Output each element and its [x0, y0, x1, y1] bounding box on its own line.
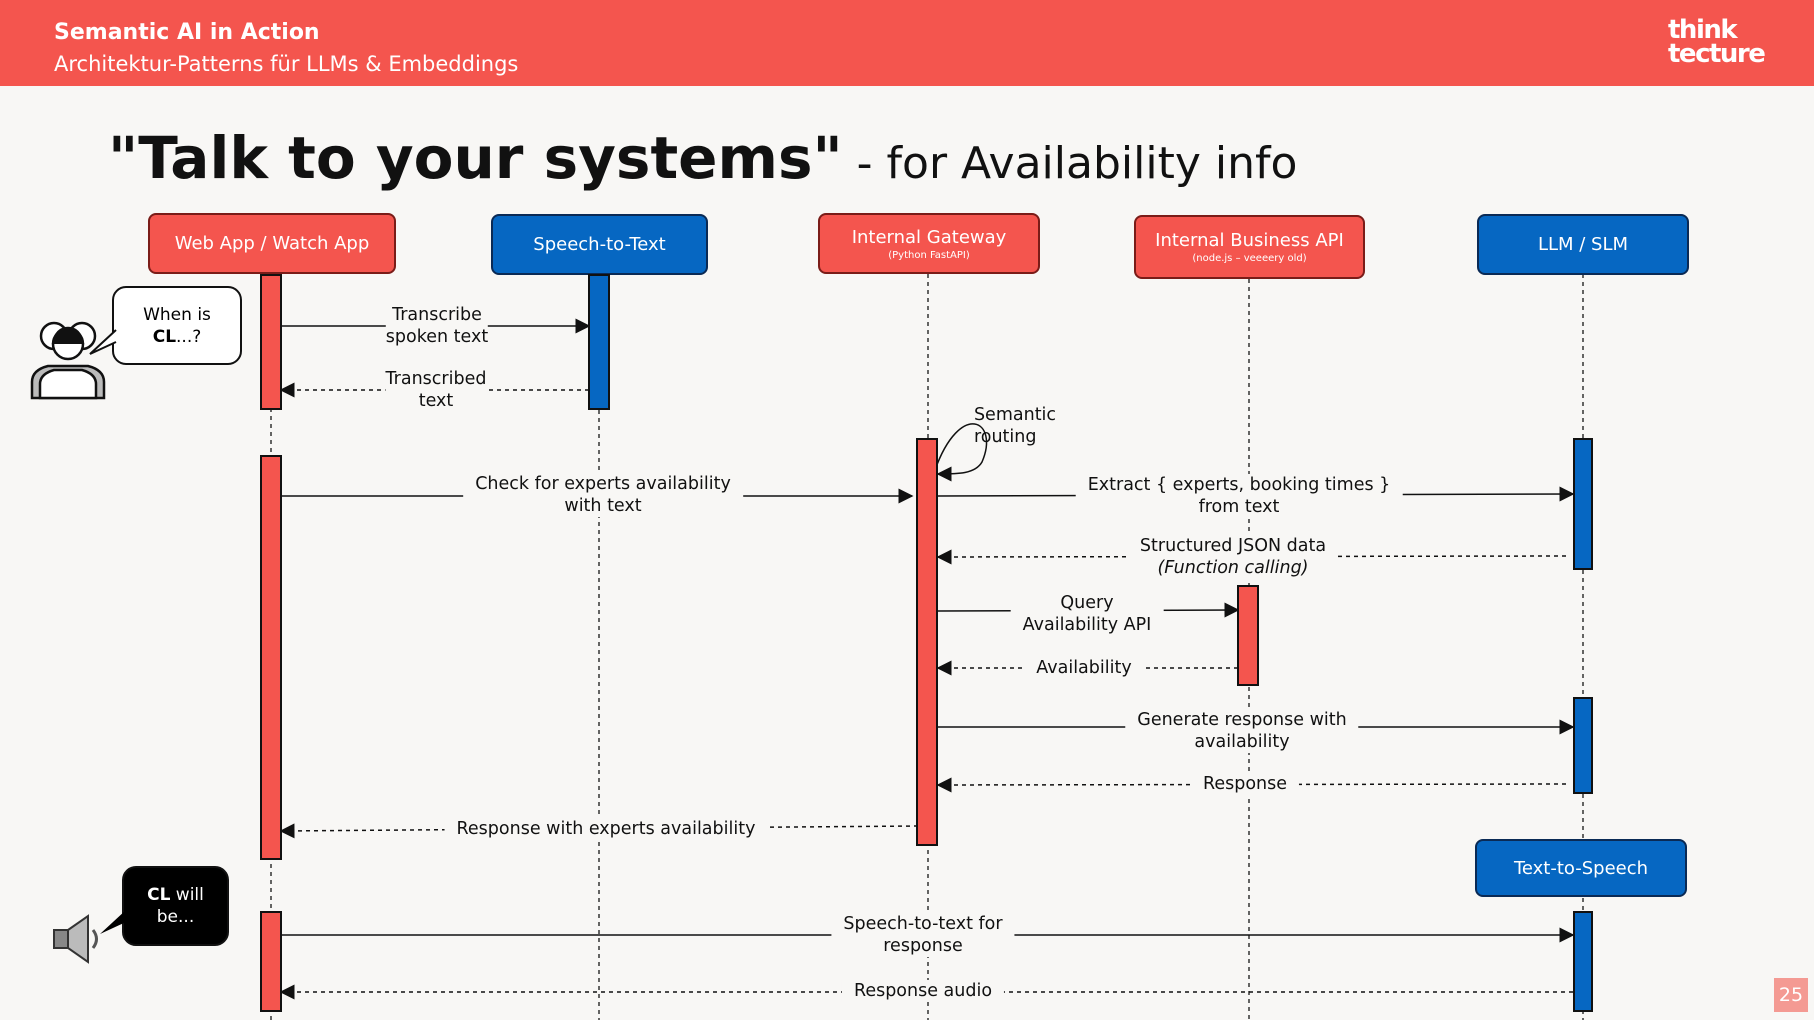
msg-extract [1076, 474, 1403, 518]
activation-llm-2 [1573, 697, 1593, 794]
answer-rest: will [170, 885, 204, 905]
answer-line-1 [124, 884, 227, 906]
participant-web-app [148, 213, 396, 274]
msg-speech-l1: Speech-to-text for [843, 914, 1003, 934]
msg-transcribed-l1: Transcribed [385, 369, 487, 389]
question-rest: ...? [176, 326, 202, 347]
question-line-1: When is [143, 304, 211, 325]
msg-generate-l2: availability [1194, 732, 1290, 752]
participant-internal-gateway [818, 213, 1040, 274]
msg-generate-response [1125, 709, 1358, 753]
msg-check-l1: Check for experts availability [475, 474, 731, 494]
msg-transcribed-l2: text [418, 391, 454, 411]
msg-transcribe-l2: spoken text [385, 327, 489, 347]
question-bubble [112, 286, 242, 365]
answer-bubble-tail [98, 908, 128, 936]
header-title: Semantic AI in Action [54, 20, 320, 45]
participant-speech-to-text [491, 214, 708, 275]
header-subtitle: Architektur-Patterns für LLMs & Embeddings [54, 52, 519, 76]
question-bold: CL [152, 326, 177, 347]
activation-web-app-3 [260, 911, 282, 1012]
msg-extract-l1: Extract { experts, booking times } [1087, 475, 1391, 495]
msg-check-experts [463, 473, 743, 517]
question-bubble-tail [88, 328, 118, 356]
msg-query-api [1011, 592, 1164, 636]
participant-gateway-label: Internal Gateway [851, 226, 1007, 248]
msg-json-l1: Structured JSON data [1139, 536, 1327, 556]
msg-response-experts: Response with experts availability [445, 818, 768, 840]
msg-semantic-l1: Semantic [973, 405, 1057, 425]
participant-tts-label: Text-to-Speech [1513, 857, 1649, 879]
question-line-2 [114, 326, 240, 348]
activation-tts [1573, 911, 1593, 1012]
msg-generate-l1: Generate response with [1137, 710, 1347, 730]
activation-business-api [1237, 585, 1259, 686]
logo-line-1: think [1668, 15, 1737, 45]
activation-web-app-2 [260, 455, 282, 860]
msg-response: Response [1191, 773, 1299, 795]
msg-structured-json [1128, 535, 1338, 579]
participant-business-api-note: (node.js – veeeery old) [1192, 253, 1307, 264]
msg-semantic-l2: routing [973, 427, 1037, 447]
msg-semantic-routing [974, 404, 1056, 448]
msg-speech-for-response [831, 913, 1014, 957]
activation-llm-1 [1573, 438, 1593, 570]
logo-line-2: tecture [1668, 39, 1765, 69]
participant-business-api-label: Internal Business API [1155, 230, 1344, 251]
activation-speech-to-text [588, 274, 610, 410]
title-rest: - for Availability info [842, 138, 1298, 189]
msg-query-l2: Availability API [1022, 615, 1152, 635]
msg-transcribe-l1: Transcribe [392, 305, 482, 325]
msg-query-l1: Query [1060, 593, 1114, 613]
answer-bubble [122, 866, 229, 946]
participant-llm [1477, 214, 1689, 275]
msg-extract-l2: from text [1198, 497, 1280, 517]
msg-response-audio: Response audio [842, 980, 1004, 1002]
msg-availability: Availability [1024, 657, 1143, 679]
msg-transcribe [386, 304, 488, 348]
participant-llm-label: LLM / SLM [1537, 234, 1629, 255]
answer-line-2: be... [156, 907, 195, 927]
activation-web-app-1 [260, 274, 282, 410]
participant-text-to-speech [1475, 839, 1687, 897]
msg-check-l2: with text [564, 496, 642, 516]
participant-speech-to-text-label: Speech-to-Text [533, 234, 666, 255]
msg-transcribed [386, 368, 487, 412]
participant-business-api [1134, 215, 1365, 279]
msg-json-l2: (Function calling) [1157, 558, 1309, 578]
page-number: 25 [1774, 978, 1808, 1012]
title-bold: "Talk to your systems" [108, 124, 843, 192]
user-group-icon [26, 314, 110, 400]
msg-speech-l2: response [883, 936, 963, 956]
participant-gateway-note: (Python FastAPI) [888, 249, 970, 261]
participant-web-app-label: Web App / Watch App [174, 233, 370, 254]
answer-bold: CL [147, 885, 171, 905]
activation-gateway [916, 438, 938, 846]
